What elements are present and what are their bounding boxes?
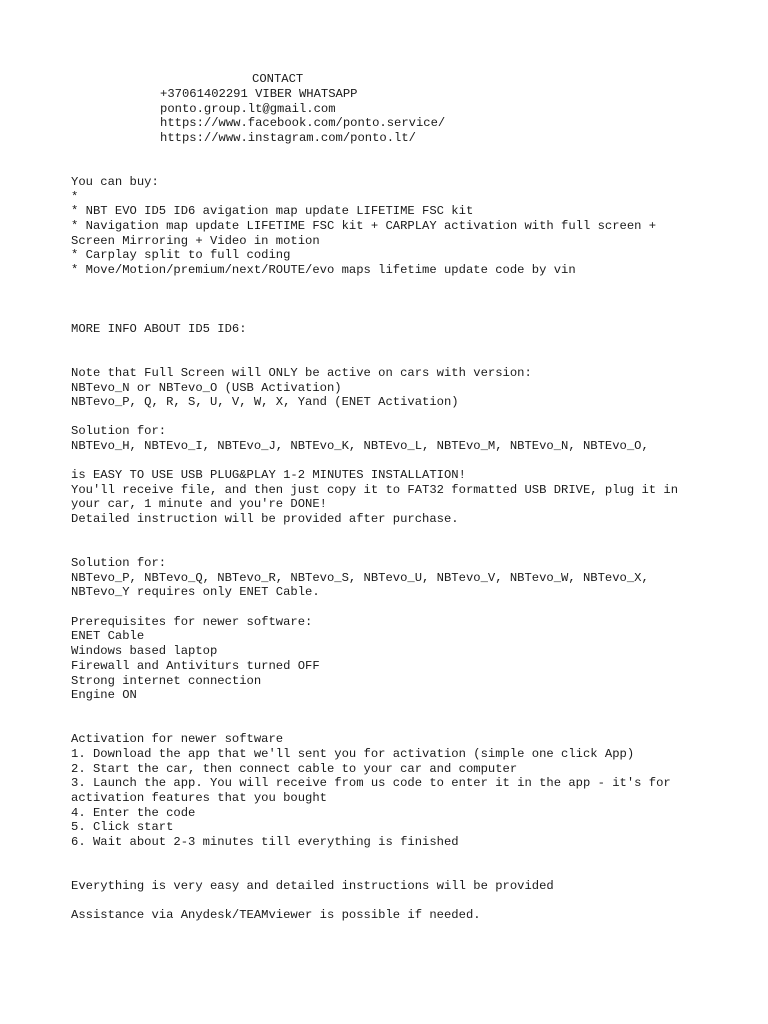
prerequisite-item: ENET Cable xyxy=(71,629,145,643)
activation-step: activation features that you bought xyxy=(71,791,327,805)
prerequisite-item: Strong internet connection xyxy=(71,674,262,688)
contact-phone: +37061402291 VIBER WHATSAPP xyxy=(160,87,358,101)
contact-heading: CONTACT xyxy=(252,72,304,86)
prerequisite-item: Firewall and Antiviturs turned OFF xyxy=(71,659,320,673)
prerequisite-item: Windows based laptop xyxy=(71,644,218,658)
contact-instagram: https://www.instagram.com/ponto.lt/ xyxy=(160,131,416,145)
activation-step: 2. Start the car, then connect cable to your car and computer xyxy=(71,762,518,776)
solution-usb-line: your car, 1 minute and you're DONE! xyxy=(71,497,327,511)
more-info-heading: MORE INFO ABOUT ID5 ID6: xyxy=(71,322,247,336)
note-line: Note that Full Screen will ONLY be active on cars with version: xyxy=(71,366,532,380)
solution-enet-heading: Solution for: xyxy=(71,556,167,570)
buy-line: * NBT EVO ID5 ID6 avigation map update LIFETIME FSC kit xyxy=(71,204,474,218)
activation-step: 6. Wait about 2-3 minutes till everything is finished xyxy=(71,835,459,849)
buy-line: * Carplay split to full coding xyxy=(71,248,291,262)
prerequisite-item: Engine ON xyxy=(71,688,137,702)
solution-usb-line: is EASY TO USE USB PLUG&PLAY 1-2 MINUTES INSTALLATION! xyxy=(71,468,466,482)
buy-line: * Navigation map update LIFETIME FSC kit + CARPLAY activation with full screen + xyxy=(71,219,657,233)
solution-usb-line: Detailed instruction will be provided after purchase. xyxy=(71,512,459,526)
prerequisites-heading: Prerequisites for newer software: xyxy=(71,615,313,629)
solution-usb-line: You'll receive file, and then just copy it to FAT32 formatted USB DRIVE, plug it in xyxy=(71,483,679,497)
activation-step: 1. Download the app that we'll sent you for activation (simple one click App) xyxy=(71,747,635,761)
note-line: NBTevo_N or NBTevo_O (USB Activation) xyxy=(71,381,342,395)
buy-line: Screen Mirroring + Video in motion xyxy=(71,234,320,248)
solution-enet-line: NBTevo_Y requires only ENET Cable. xyxy=(71,585,320,599)
buy-line: * Move/Motion/premium/next/ROUTE/evo maps lifetime update code by vin xyxy=(71,263,576,277)
buy-heading: You can buy: xyxy=(71,175,159,189)
solution-usb-heading: Solution for: xyxy=(71,424,167,438)
contact-email: ponto.group.lt@gmail.com xyxy=(160,102,336,116)
solution-enet-line: NBTevo_P, NBTevo_Q, NBTevo_R, NBTevo_S, NBTevo_U, NBTevo_V, NBTevo_W, NBTevo_X, xyxy=(71,571,649,585)
activation-step: 4. Enter the code xyxy=(71,806,196,820)
activation-step: 3. Launch the app. You will receive from us code to enter it in the app - it's for xyxy=(71,776,671,790)
solution-usb-versions: NBTEvo_H, NBTEvo_I, NBTEvo_J, NBTEvo_K, NBTEvo_L, NBTEvo_M, NBTEvo_N, NBTEvo_O, xyxy=(71,439,649,453)
note-line: NBTevo_P, Q, R, S, U, V, W, X, Yand (ENET Activation) xyxy=(71,395,459,409)
buy-line: * xyxy=(71,190,79,204)
footer-assistance: Assistance via Anydesk/TEAMviewer is possible if needed. xyxy=(71,908,481,922)
footer-easy: Everything is very easy and detailed instructions will be provided xyxy=(71,879,554,893)
contact-facebook: https://www.facebook.com/ponto.service/ xyxy=(160,116,446,130)
activation-step: 5. Click start xyxy=(71,820,174,834)
activation-heading: Activation for newer software xyxy=(71,732,284,746)
